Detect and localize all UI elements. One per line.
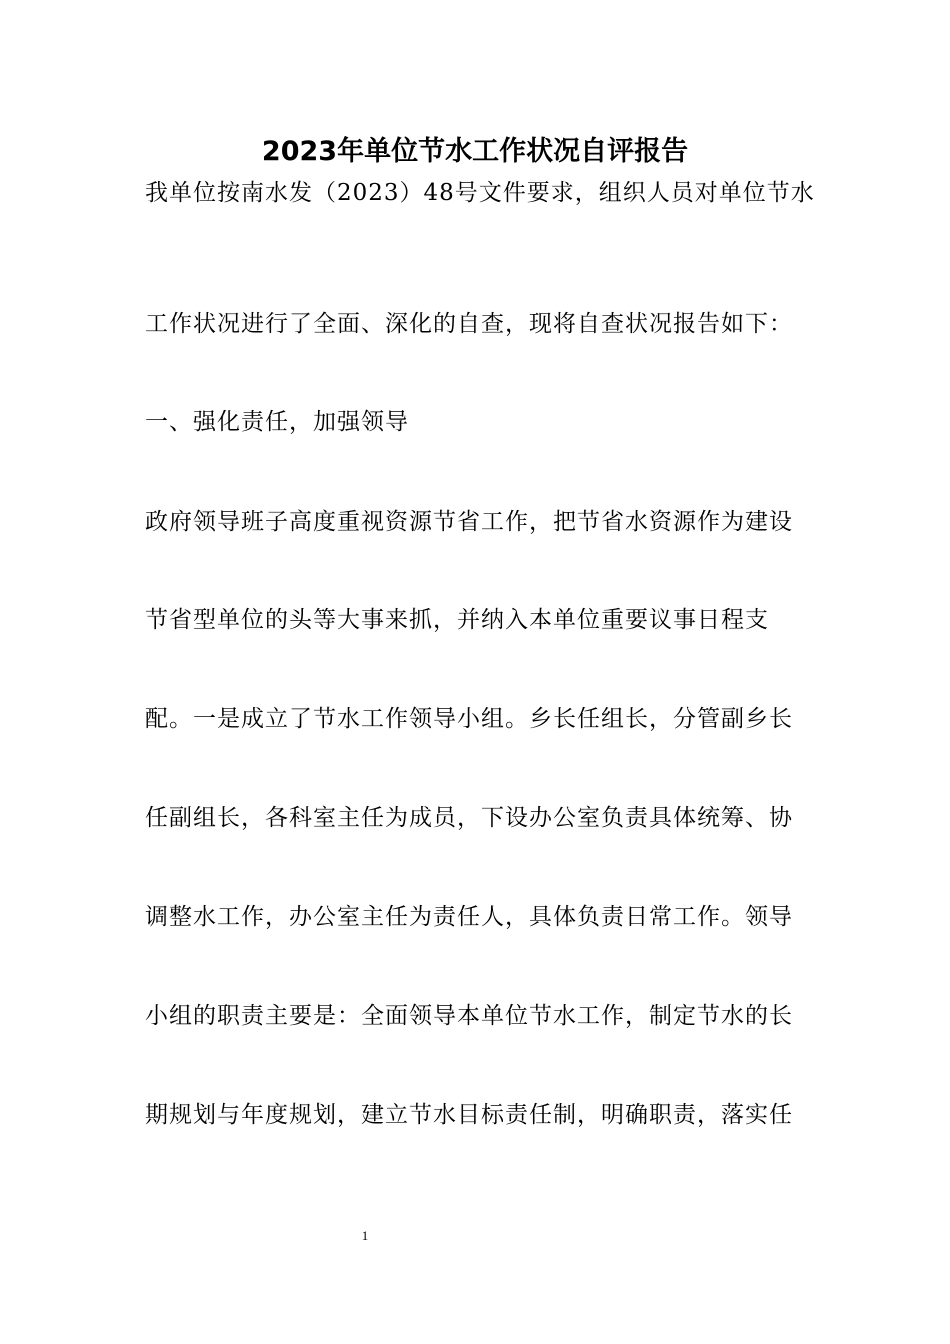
page-number: 1 [361, 1228, 369, 1243]
paragraph-line: 政府领导班子高度重视资源节省工作，把节省水资源作为建设 [145, 509, 793, 535]
paragraph-line: 工作状况进行了全面、深化的自查，现将自查状况报告如下： [145, 311, 793, 337]
paragraph-line: 期规划与年度规划，建立节水目标责任制，明确职责，落实任 [145, 1102, 793, 1128]
document-title: 2023年单位节水工作状况自评报告 [261, 136, 689, 167]
paragraph-line: 小组的职责主要是：全面领导本单位节水工作，制定节水的长 [145, 1003, 793, 1029]
paragraph-line: 我单位按南水发（2023）48号文件要求，组织人员对单位节水 [145, 180, 815, 206]
paragraph-line: 任副组长，各科室主任为成员，下设办公室负责具体统筹、协 [145, 805, 793, 831]
paragraph-line: 配。一是成立了节水工作领导小组。乡长任组长，分管副乡长 [145, 706, 793, 732]
section-heading: 一、强化责任，加强领导 [145, 409, 409, 435]
paragraph-line: 调整水工作，办公室主任为责任人，具体负责日常工作。领导 [145, 904, 793, 930]
paragraph-line: 节省型单位的头等大事来抓，并纳入本单位重要议事日程支 [145, 607, 769, 633]
